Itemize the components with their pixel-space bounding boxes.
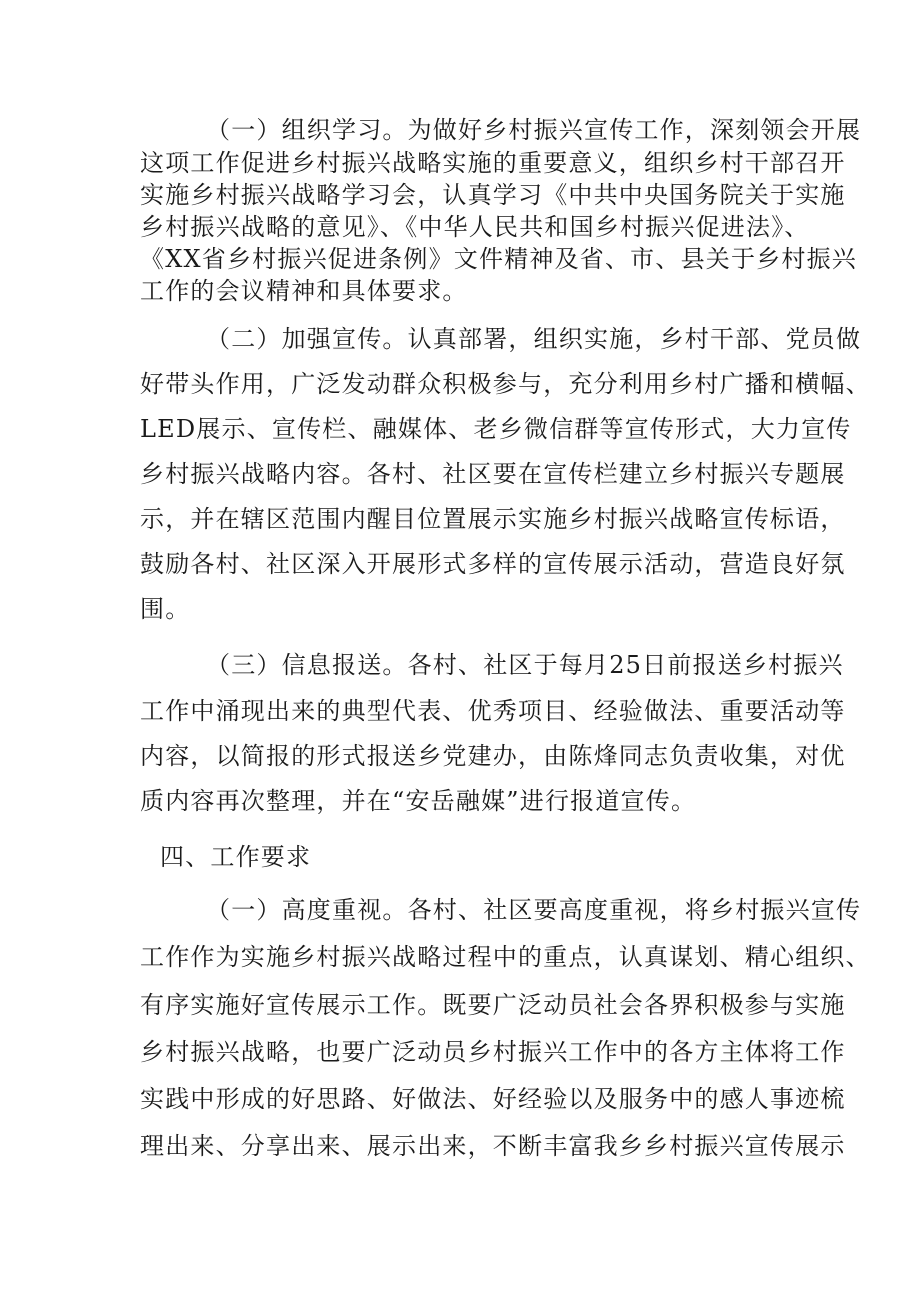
paragraph-line: 围。 <box>140 595 191 623</box>
paragraph-line: 鼓励各村、社区深入开展形式多样的宣传展示活动，营造良好氛 <box>140 550 846 578</box>
paragraph-line: 工作的会议精神和具体要求。 <box>140 277 468 305</box>
paragraph-line: 乡村振兴战略内容。各村、社区要在宣传栏建立乡村振兴专题展 <box>140 460 846 488</box>
paragraph-line: 有序实施好宣传展示工作。既要广泛动员社会各界积极参与实施 <box>140 991 846 1019</box>
paragraph-line: 乡村振兴战略，也要广泛动员乡村振兴工作中的各方主体将工作 <box>140 1038 846 1066</box>
paragraph-line: （一）组织学习。为做好乡村振兴宣传工作，深刻领会开展 <box>206 116 862 144</box>
paragraph-line: LED展示、宣传栏、融媒体、老乡微信群等宣传形式，大力宣传 <box>140 415 852 443</box>
paragraph-line: 乡村振兴战略的意见》、《中华人民共和国乡村振兴促进法》、 <box>140 213 810 241</box>
paragraph-line: 实践中形成的好思路、好做法、好经验以及服务中的感人事迹梳 <box>140 1085 846 1113</box>
paragraph-line: 工作中涌现出来的典型代表、优秀项目、经验做法、重要活动等 <box>140 697 846 725</box>
paragraph-line: 工作作为实施乡村振兴战略过程中的重点，认真谋划、精心组织、 <box>140 943 871 971</box>
paragraph-line: 这项工作促进乡村振兴战略实施的重要意义，组织乡村干部召开 <box>140 149 846 177</box>
section-heading: 四、工作要求 <box>160 843 312 871</box>
paragraph-line: （三）信息报送。各村、社区于每月25日前报送乡村振兴 <box>206 651 844 679</box>
paragraph-line: 《XX省乡村振兴促进条例》文件精神及省、市、县关于乡村振兴 <box>140 245 857 273</box>
paragraph-line: 示，并在辖区范围内醒目位置展示实施乡村振兴战略宣传标语， <box>140 505 846 533</box>
paragraph-line: 理出来、分享出来、展示出来，不断丰富我乡乡村振兴宣传展示 <box>140 1132 846 1160</box>
paragraph-line: 质内容再次整理，并在“安岳融媒”进行报道宣传。 <box>140 787 697 815</box>
paragraph-line: 好带头作用，广泛发动群众积极参与，充分利用乡村广播和横幅、 <box>140 370 871 398</box>
paragraph-line: 实施乡村振兴战略学习会，认真学习《中共中央国务院关于实施 <box>140 181 846 209</box>
paragraph-line: （一）高度重视。各村、社区要高度重视，将乡村振兴宣传 <box>206 896 862 924</box>
paragraph-line: （二）加强宣传。认真部署，组织实施，乡村干部、党员做 <box>206 325 862 353</box>
paragraph-line: 内容，以简报的形式报送乡党建办，由陈烽同志负责收集，对优 <box>140 742 846 770</box>
